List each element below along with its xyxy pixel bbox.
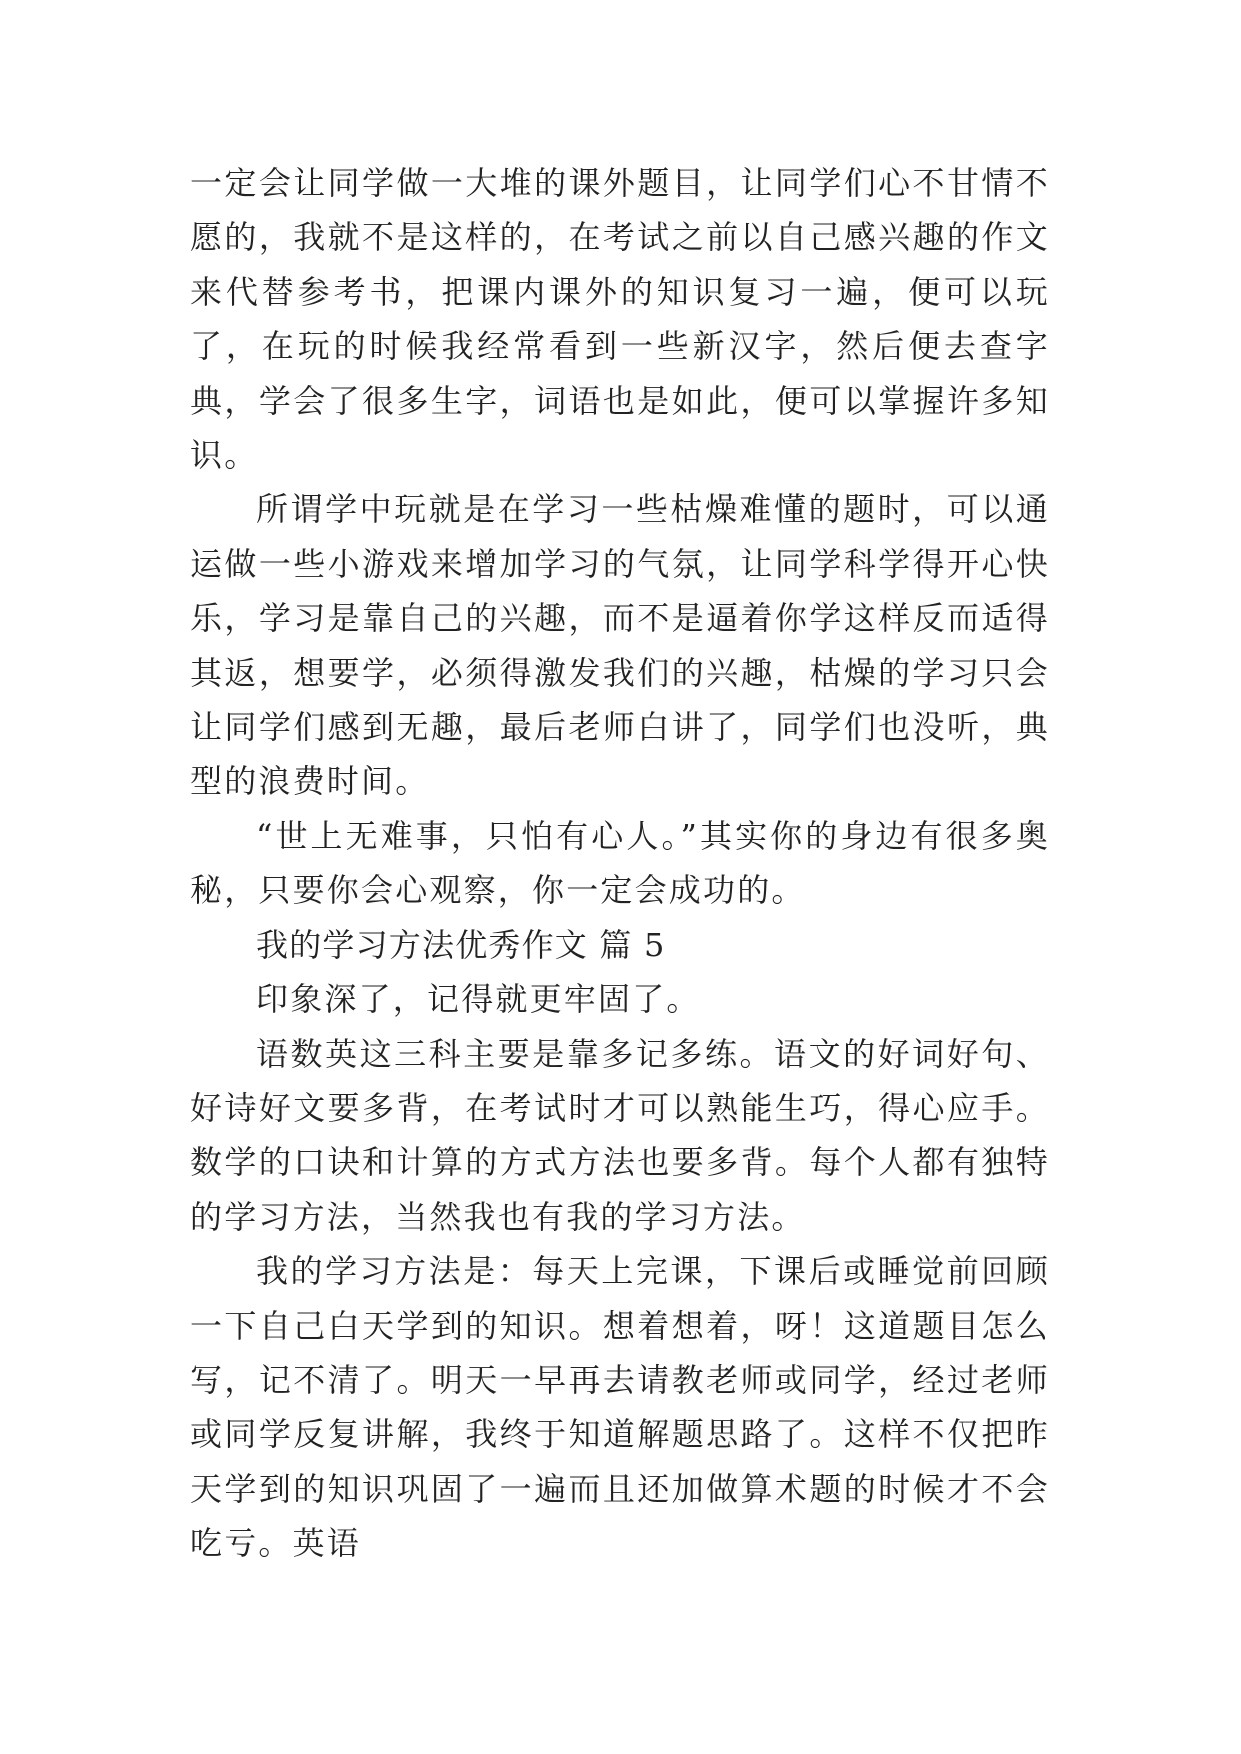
- paragraph: 我的学习方法是：每天上完课，下课后或睡觉前回顾一下自己白天学到的知识。想着想着，呀！这道题目怎么写，记不清了。明天一早再去请教老师或同学，经过老师或同学反复讲解，我终于知道解题思路了。这样不仅把昨天学到的知识巩固了一遍而且还加做算术题的时候才不会吃亏。英语: [190, 1252, 1050, 1563]
- paragraph-continuation: 一定会让同学做一大堆的课外题目，让同学们心不甘情不愿的，我就不是这样的，在考试之前以自己感兴趣的作文来代替参考书，把课内课外的知识复习一遍，便可以玩了，在玩的时候我经常看到一些新汉字，然后便去查字典，学会了很多生字，词语也是如此，便可以掌握许多知识。: [190, 164, 1050, 475]
- paragraph: 所谓学中玩就是在学习一些枯燥难懂的题时，可以通运做一些小游戏来增加学习的气氛，让同学科学得开心快乐，学习是靠自己的兴趣，而不是逼着你学这样反而适得其返，想要学，必须得激发我们的兴趣，枯燥的学习只会让同学们感到无趣，最后老师白讲了，同学们也没听，典型的浪费时间。: [190, 490, 1050, 801]
- section-heading: 我的学习方法优秀作文 篇 5: [256, 925, 666, 964]
- paragraph: 印象深了，记得就更牢固了。: [256, 980, 701, 1019]
- paragraph-quote: “世上无难事，只怕有心人。”其实你的身边有很多奥秘，只要你会心观察，你一定会成功的。: [190, 816, 1050, 910]
- document-body: [190, 156, 1050, 1571]
- paragraph: 语数英这三科主要是靠多记多练。语文的好词好句、好诗好文要多背，在考试时才可以熟能生巧，得心应手。数学的口诀和计算的方式方法也要多背。每个人都有独特的学习方法，当然我也有我的学习方法。: [190, 1034, 1050, 1236]
